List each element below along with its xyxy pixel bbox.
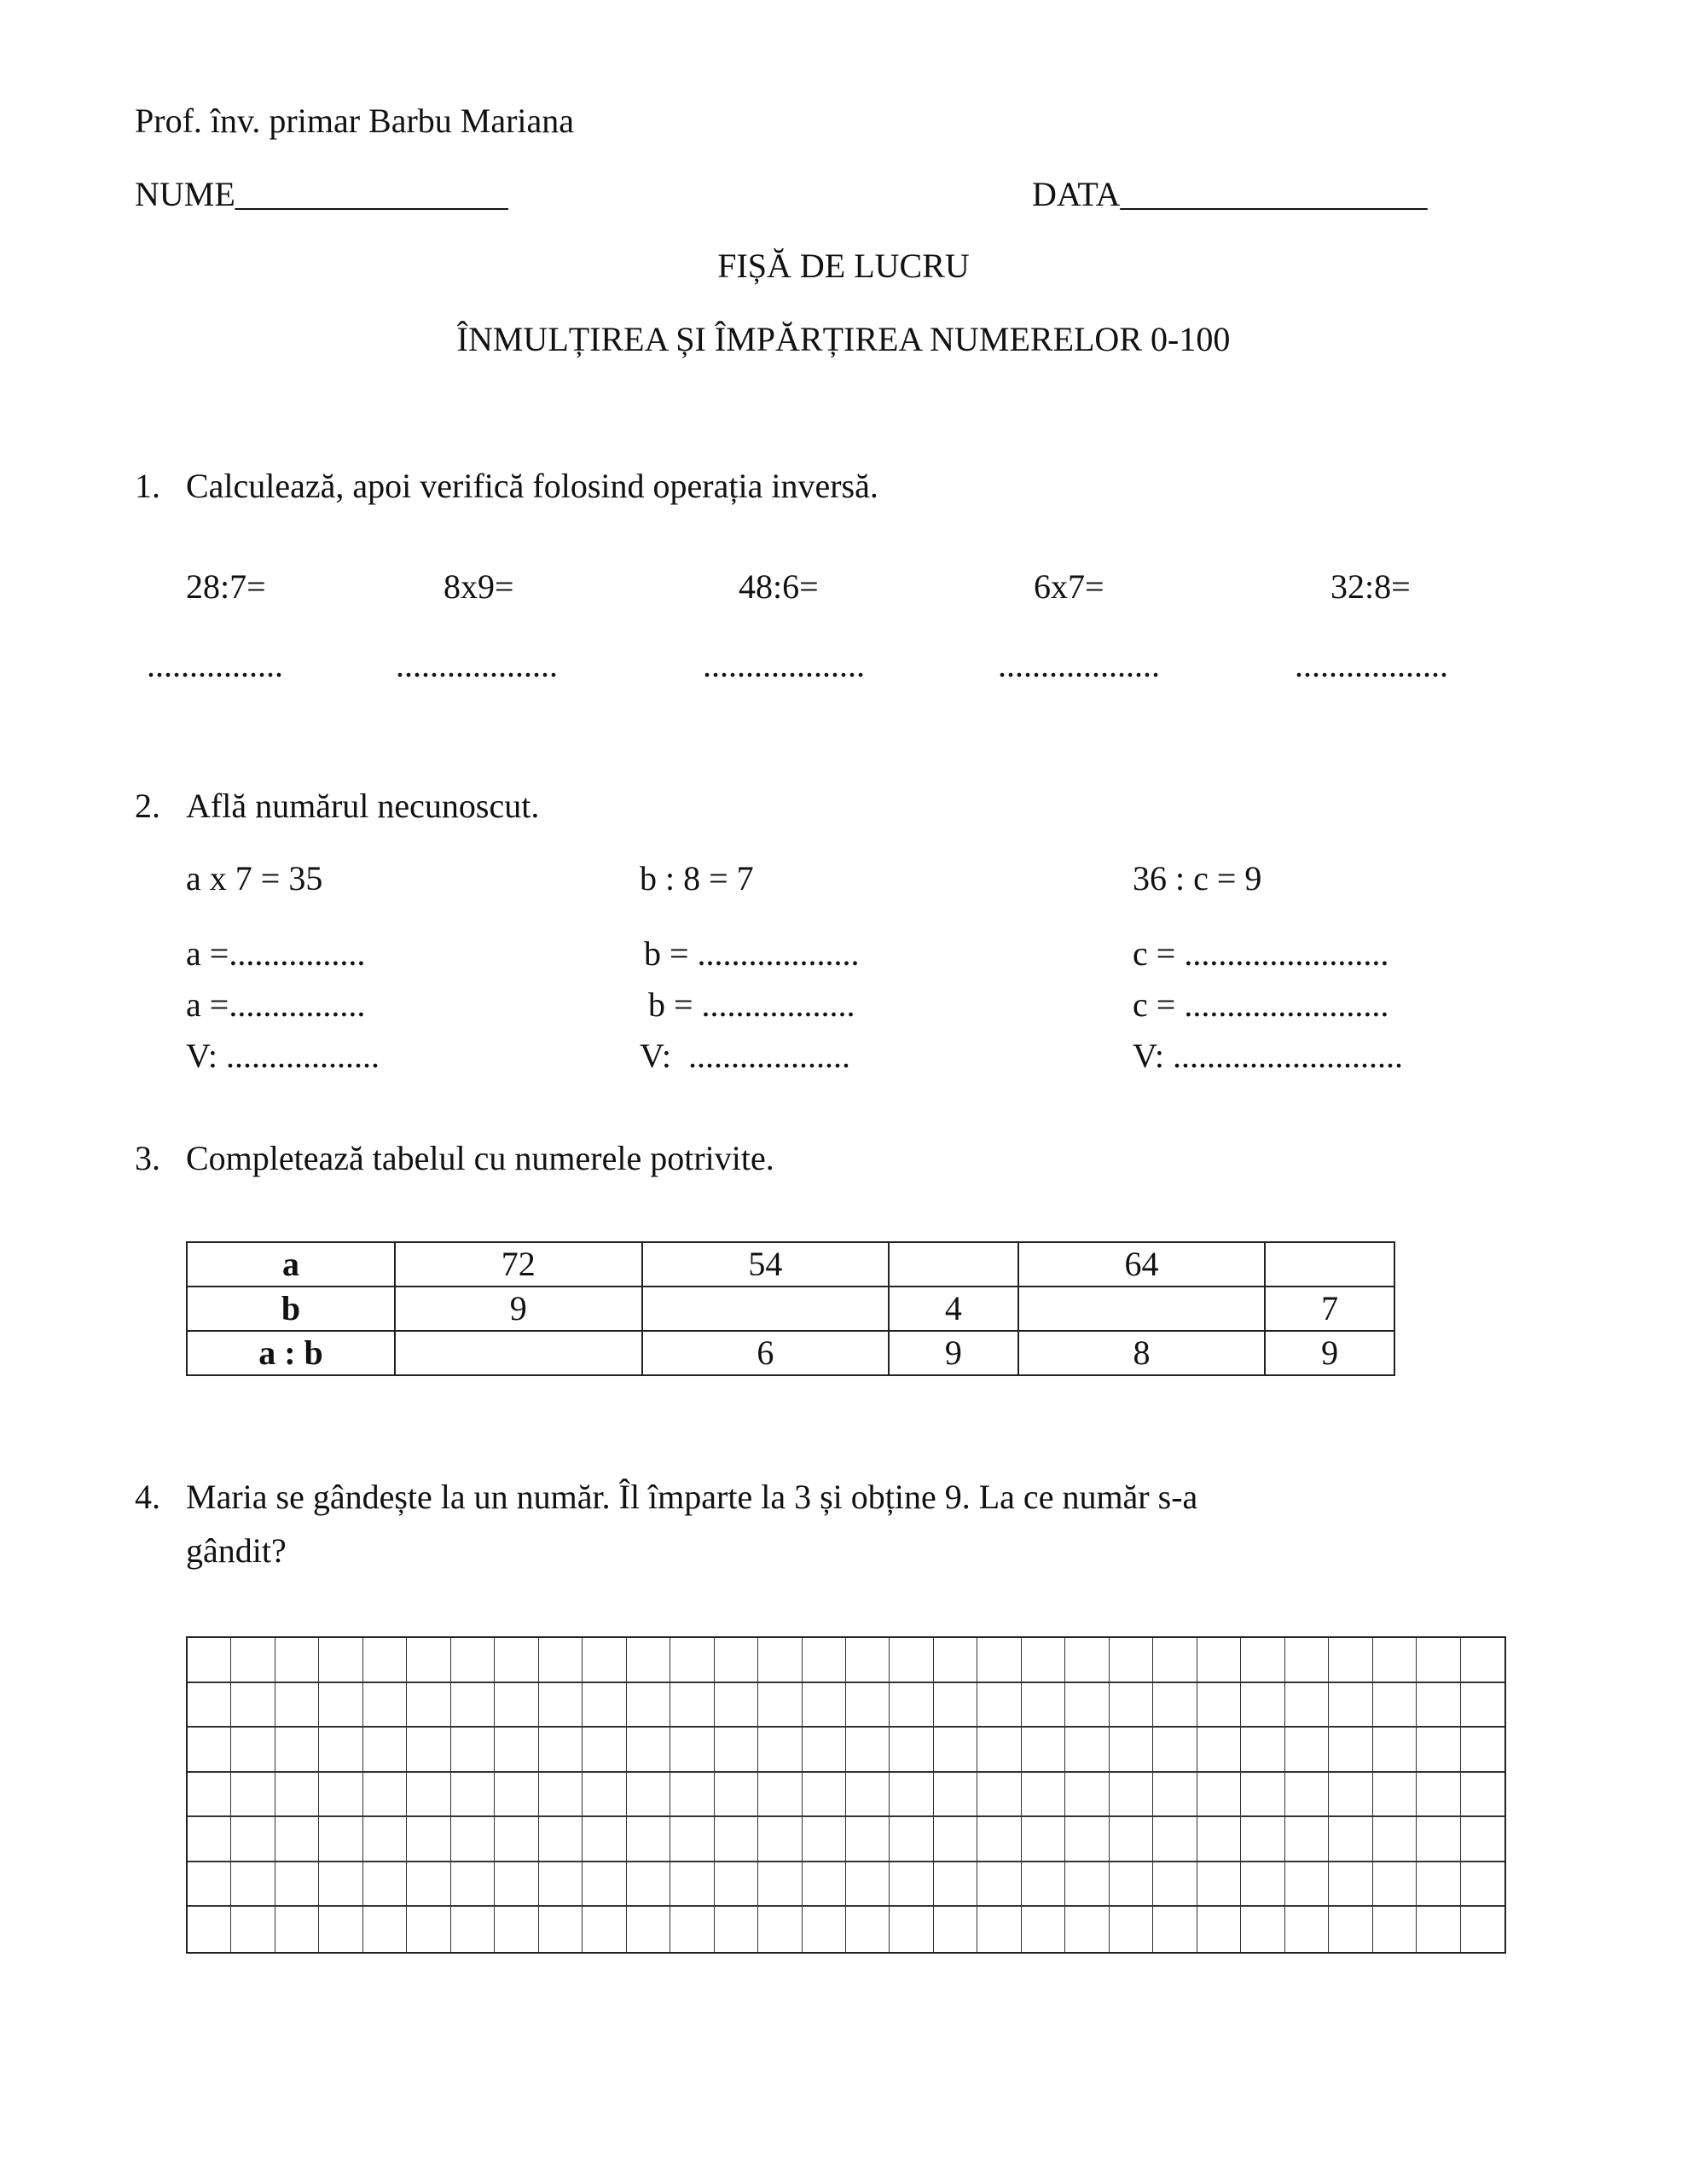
grid-cell[interactable] (1373, 1817, 1417, 1862)
table-row (187, 1287, 1394, 1331)
grid-cell[interactable] (451, 1907, 495, 1952)
ex2-equation: a x 7 = 35 (186, 859, 323, 897)
grid-cell[interactable] (846, 1862, 890, 1908)
grid-cell[interactable] (1153, 1728, 1197, 1773)
ex3-instruction: Completează tabelul cu numerele potrivite. (186, 1139, 774, 1177)
grid-cell[interactable] (803, 1862, 846, 1908)
grid-cell[interactable] (715, 1728, 758, 1773)
grid-cell[interactable] (1022, 1638, 1065, 1683)
table-cell[interactable]: 4 (889, 1287, 1018, 1331)
grid-cell[interactable] (758, 1638, 802, 1683)
row-header: a (187, 1242, 395, 1287)
grid-cell[interactable] (890, 1862, 933, 1908)
grid-cell[interactable] (319, 1683, 362, 1728)
grid-cell[interactable] (188, 1862, 231, 1908)
grid-cell[interactable] (803, 1773, 846, 1818)
grid-cell[interactable] (1417, 1862, 1460, 1908)
grid-cell[interactable] (1241, 1773, 1284, 1818)
ex2-answer[interactable]: a =................ (186, 934, 366, 973)
grid-cell[interactable] (495, 1907, 538, 1952)
grid-cell[interactable] (846, 1817, 890, 1862)
grid-cell[interactable] (1285, 1862, 1329, 1908)
grid-cell[interactable] (977, 1683, 1021, 1728)
grid-cell[interactable] (1153, 1862, 1197, 1908)
grid-cell[interactable] (1065, 1773, 1109, 1818)
grid-cell[interactable] (977, 1638, 1021, 1683)
grid-cell[interactable] (1285, 1683, 1329, 1728)
grid-cell[interactable] (715, 1773, 758, 1818)
ex1-item: 8x9= (443, 567, 514, 606)
grid-cell[interactable] (1461, 1683, 1504, 1728)
grid-cell[interactable] (934, 1817, 977, 1862)
page-subtitle: ÎNMULȚIREA ȘI ÎMPĂRȚIREA NUMERELOR 0-100 (456, 320, 1231, 358)
grid-cell[interactable] (188, 1638, 231, 1683)
grid-cell[interactable] (1065, 1638, 1109, 1683)
grid-cell[interactable] (583, 1862, 626, 1908)
grid-cell[interactable] (1329, 1728, 1372, 1773)
grid-cell[interactable] (1241, 1862, 1284, 1908)
grid-cell[interactable] (1065, 1683, 1109, 1728)
grid-cell[interactable] (1461, 1728, 1504, 1773)
grid-cell[interactable] (319, 1862, 362, 1908)
grid-cell[interactable] (670, 1817, 714, 1862)
table-cell[interactable]: 9 (1265, 1331, 1394, 1375)
grid-cell[interactable] (670, 1773, 714, 1818)
table-cell[interactable]: 54 (642, 1242, 890, 1287)
grid-cell[interactable] (1153, 1773, 1197, 1818)
grid-cell[interactable] (1417, 1683, 1460, 1728)
author-line: Prof. înv. primar Barbu Mariana (135, 102, 575, 140)
grid-cell[interactable] (363, 1773, 407, 1818)
grid-cell[interactable] (1373, 1907, 1417, 1952)
grid-cell[interactable] (275, 1773, 319, 1818)
grid-cell[interactable] (934, 1683, 977, 1728)
grid-cell[interactable] (627, 1862, 670, 1908)
grid-cell[interactable] (1022, 1907, 1065, 1952)
table-row (187, 1331, 1394, 1375)
ex2-verify[interactable]: V: ........................... (1133, 1037, 1404, 1075)
grid-cell[interactable] (758, 1817, 802, 1862)
ex2-answer[interactable]: b = .................. (648, 985, 855, 1024)
grid-cell[interactable] (758, 1728, 802, 1773)
grid-cell[interactable] (451, 1683, 495, 1728)
grid-cell[interactable] (451, 1773, 495, 1818)
grid-cell[interactable] (1329, 1683, 1372, 1728)
grid-cell[interactable] (407, 1862, 450, 1908)
grid-cell[interactable] (407, 1817, 450, 1862)
grid-cell[interactable] (1241, 1907, 1284, 1952)
grid-cell[interactable] (231, 1638, 275, 1683)
grid-cell[interactable] (890, 1907, 933, 1952)
grid-cell[interactable] (539, 1773, 583, 1818)
grid-cell[interactable] (846, 1907, 890, 1952)
grid-cell[interactable] (1022, 1817, 1065, 1862)
grid-cell[interactable] (1022, 1728, 1065, 1773)
grid-cell[interactable] (539, 1728, 583, 1773)
grid-cell[interactable] (627, 1728, 670, 1773)
ex2-equation: 36 : c = 9 (1133, 859, 1262, 897)
grid-cell[interactable] (1461, 1773, 1504, 1818)
grid-cell[interactable] (1241, 1638, 1284, 1683)
grid-cell[interactable] (627, 1907, 670, 1952)
grid-cell[interactable] (1461, 1638, 1504, 1683)
grid-cell[interactable] (934, 1907, 977, 1952)
ex2-instruction: Află numărul necunoscut. (186, 787, 540, 825)
grid-cell[interactable] (363, 1862, 407, 1908)
grid-cell[interactable] (1285, 1773, 1329, 1818)
grid-cell[interactable] (977, 1817, 1021, 1862)
grid-cell[interactable] (319, 1907, 362, 1952)
ex1-answer[interactable]: ................... (998, 646, 1160, 684)
grid-cell[interactable] (231, 1862, 275, 1908)
grid-cell[interactable] (495, 1862, 538, 1908)
grid-cell[interactable] (407, 1683, 450, 1728)
table-cell[interactable] (1265, 1242, 1394, 1287)
grid-cell[interactable] (1373, 1683, 1417, 1728)
grid-cell[interactable] (627, 1773, 670, 1818)
grid-cell[interactable] (1329, 1862, 1372, 1908)
grid-cell[interactable] (1461, 1907, 1504, 1952)
grid-cell[interactable] (1065, 1907, 1109, 1952)
grid-cell[interactable] (495, 1728, 538, 1773)
grid-cell[interactable] (363, 1638, 407, 1683)
grid-cell[interactable] (1110, 1728, 1153, 1773)
ex1-answer[interactable]: ................... (396, 646, 558, 684)
grid-cell[interactable] (583, 1907, 626, 1952)
grid-cell[interactable] (1417, 1728, 1460, 1773)
ex2-answer[interactable]: c = ........................ (1133, 934, 1389, 973)
grid-cell[interactable] (1153, 1817, 1197, 1862)
grid-cell[interactable] (977, 1728, 1021, 1773)
grid-cell[interactable] (1329, 1907, 1372, 1952)
grid-cell[interactable] (1110, 1907, 1153, 1952)
grid-cell[interactable] (670, 1728, 714, 1773)
grid-cell[interactable] (188, 1773, 231, 1818)
grid-cell[interactable] (188, 1817, 231, 1862)
grid-cell[interactable] (803, 1683, 846, 1728)
ex1-item: 48:6= (739, 567, 819, 606)
grid-cell[interactable] (407, 1728, 450, 1773)
ex1-answer[interactable]: .................. (1295, 646, 1448, 684)
grid-cell[interactable] (758, 1862, 802, 1908)
grid-cell[interactable] (1110, 1638, 1153, 1683)
grid-cell[interactable] (319, 1817, 362, 1862)
answer-grid[interactable] (186, 1636, 1506, 1954)
grid-cell[interactable] (1285, 1907, 1329, 1952)
grid-cell[interactable] (1285, 1728, 1329, 1773)
ex1-answer[interactable]: ................... (703, 646, 865, 684)
ex2-equation: b : 8 = 7 (640, 859, 754, 897)
table-cell[interactable]: 6 (642, 1331, 890, 1375)
grid-cell[interactable] (1417, 1817, 1460, 1862)
grid-cell[interactable] (803, 1728, 846, 1773)
grid-cell[interactable] (231, 1728, 275, 1773)
grid-cell[interactable] (934, 1773, 977, 1818)
grid-cell[interactable] (890, 1728, 933, 1773)
grid-cell[interactable] (803, 1817, 846, 1862)
ex2-answer[interactable]: a =................ (186, 985, 366, 1024)
page-title: FIȘĂ DE LUCRU (717, 247, 970, 285)
grid-cell[interactable] (803, 1907, 846, 1952)
grid-cell[interactable] (1197, 1817, 1241, 1862)
grid-cell[interactable] (1285, 1638, 1329, 1683)
grid-cell[interactable] (758, 1683, 802, 1728)
grid-cell[interactable] (407, 1638, 450, 1683)
table-cell[interactable] (1018, 1287, 1266, 1331)
table-cell[interactable]: 72 (395, 1242, 642, 1287)
grid-cell[interactable] (1197, 1683, 1241, 1728)
grid-cell[interactable] (1373, 1638, 1417, 1683)
ex1-number: 1. (135, 467, 160, 505)
grid-cell[interactable] (451, 1862, 495, 1908)
grid-cell[interactable] (231, 1817, 275, 1862)
grid-cell[interactable] (231, 1907, 275, 1952)
grid-cell[interactable] (715, 1683, 758, 1728)
ex2-answer[interactable]: c = ........................ (1133, 985, 1389, 1024)
grid-cell[interactable] (363, 1683, 407, 1728)
row-header: b (187, 1287, 395, 1331)
grid-cell[interactable] (231, 1683, 275, 1728)
grid-cell[interactable] (231, 1773, 275, 1818)
grid-cell[interactable] (1329, 1638, 1372, 1683)
grid-cell[interactable] (1110, 1862, 1153, 1908)
grid-cell[interactable] (583, 1683, 626, 1728)
grid-cell[interactable] (495, 1683, 538, 1728)
ex4-text: gândit? (186, 1531, 287, 1570)
grid-cell[interactable] (363, 1817, 407, 1862)
grid-cell[interactable] (1329, 1817, 1372, 1862)
ex1-instruction: Calculează, apoi verifică folosind operația inversă. (186, 467, 878, 505)
grid-cell[interactable] (758, 1907, 802, 1952)
grid-cell[interactable] (715, 1907, 758, 1952)
grid-cell[interactable] (670, 1683, 714, 1728)
table-cell[interactable]: 7 (1265, 1287, 1394, 1331)
grid-cell[interactable] (1065, 1728, 1109, 1773)
grid-cell[interactable] (539, 1638, 583, 1683)
name-field[interactable]: NUME________________ (135, 175, 508, 213)
grid-cell[interactable] (1329, 1773, 1372, 1818)
grid-cell[interactable] (495, 1773, 538, 1818)
grid-cell[interactable] (1022, 1683, 1065, 1728)
grid-cell[interactable] (1065, 1817, 1109, 1862)
grid-cell[interactable] (846, 1728, 890, 1773)
grid-cell[interactable] (1153, 1907, 1197, 1952)
grid-cell[interactable] (890, 1773, 933, 1818)
grid-cell[interactable] (1110, 1773, 1153, 1818)
grid-cell[interactable] (583, 1728, 626, 1773)
grid-cell[interactable] (319, 1728, 362, 1773)
grid-cell[interactable] (934, 1728, 977, 1773)
ex2-number: 2. (135, 787, 160, 825)
grid-cell[interactable] (803, 1638, 846, 1683)
grid-cell[interactable] (1241, 1728, 1284, 1773)
ex2-verify[interactable]: V: .................. (186, 1037, 380, 1075)
grid-cell[interactable] (583, 1638, 626, 1683)
grid-cell[interactable] (1153, 1638, 1197, 1683)
grid-cell[interactable] (977, 1773, 1021, 1818)
grid-cell[interactable] (188, 1728, 231, 1773)
grid-cell[interactable] (275, 1638, 319, 1683)
grid-cell[interactable] (1241, 1817, 1284, 1862)
grid-cell[interactable] (1197, 1907, 1241, 1952)
grid-cell[interactable] (627, 1817, 670, 1862)
grid-cell[interactable] (363, 1728, 407, 1773)
grid-cell[interactable] (1417, 1773, 1460, 1818)
grid-cell[interactable] (539, 1862, 583, 1908)
grid-cell[interactable] (846, 1683, 890, 1728)
ex3-table (186, 1241, 1395, 1376)
grid-cell[interactable] (495, 1817, 538, 1862)
grid-cell[interactable] (539, 1683, 583, 1728)
grid-cell[interactable] (1285, 1817, 1329, 1862)
grid-cell[interactable] (275, 1907, 319, 1952)
grid-cell[interactable] (627, 1683, 670, 1728)
grid-cell[interactable] (977, 1907, 1021, 1952)
grid-cell[interactable] (1417, 1907, 1460, 1952)
table-cell[interactable] (642, 1287, 890, 1331)
grid-cell[interactable] (715, 1817, 758, 1862)
table-cell[interactable] (889, 1242, 1018, 1287)
grid-cell[interactable] (407, 1907, 450, 1952)
ex2-verify[interactable]: V: ................... (640, 1037, 851, 1075)
ex4-number: 4. (135, 1478, 160, 1516)
grid-cell[interactable] (670, 1907, 714, 1952)
grid-cell[interactable] (539, 1907, 583, 1952)
grid-cell[interactable] (1373, 1773, 1417, 1818)
grid-cell[interactable] (758, 1773, 802, 1818)
grid-cell[interactable] (1461, 1817, 1504, 1862)
grid-cell[interactable] (275, 1728, 319, 1773)
row-header: a : b (187, 1331, 395, 1375)
grid-cell[interactable] (670, 1638, 714, 1683)
grid-cell[interactable] (934, 1638, 977, 1683)
grid-cell[interactable] (846, 1773, 890, 1818)
grid-cell[interactable] (1417, 1638, 1460, 1683)
grid-cell[interactable] (188, 1907, 231, 1952)
grid-cell[interactable] (539, 1817, 583, 1862)
grid-cell[interactable] (407, 1773, 450, 1818)
grid-cell[interactable] (1197, 1638, 1241, 1683)
ex4-text: Maria se gândește la un număr. Îl împarte la 3 și obține 9. La ce număr s-a (186, 1478, 1198, 1516)
grid-cell[interactable] (1065, 1862, 1109, 1908)
grid-cell[interactable] (451, 1728, 495, 1773)
grid-cell[interactable] (319, 1773, 362, 1818)
ex1-answer[interactable]: ................ (147, 646, 283, 684)
table-cell[interactable]: 9 (395, 1287, 642, 1331)
grid-cell[interactable] (275, 1817, 319, 1862)
grid-cell[interactable] (715, 1862, 758, 1908)
grid-cell[interactable] (1197, 1728, 1241, 1773)
table-row (187, 1242, 1394, 1287)
grid-cell[interactable] (1022, 1862, 1065, 1908)
grid-cell[interactable] (451, 1817, 495, 1862)
grid-cell[interactable] (495, 1638, 538, 1683)
ex1-item: 32:8= (1330, 567, 1411, 606)
grid-cell[interactable] (319, 1638, 362, 1683)
grid-cell[interactable] (1022, 1773, 1065, 1818)
grid-cell[interactable] (363, 1907, 407, 1952)
grid-cell[interactable] (1110, 1683, 1153, 1728)
grid-cell[interactable] (583, 1773, 626, 1818)
ex3-number: 3. (135, 1139, 160, 1177)
grid-cell[interactable] (977, 1862, 1021, 1908)
table-cell[interactable]: 9 (889, 1331, 1018, 1375)
table-cell[interactable]: 64 (1018, 1242, 1266, 1287)
grid-cell[interactable] (1153, 1683, 1197, 1728)
grid-cell[interactable] (1241, 1683, 1284, 1728)
grid-cell[interactable] (275, 1683, 319, 1728)
table-cell[interactable]: 8 (1018, 1331, 1266, 1375)
grid-cell[interactable] (627, 1638, 670, 1683)
grid-cell[interactable] (1197, 1862, 1241, 1908)
grid-cell[interactable] (1110, 1817, 1153, 1862)
grid-cell[interactable] (451, 1638, 495, 1683)
grid-cell[interactable] (583, 1817, 626, 1862)
grid-cell[interactable] (188, 1683, 231, 1728)
grid-cell[interactable] (846, 1638, 890, 1683)
ex1-item: 6x7= (1034, 567, 1104, 606)
grid-cell[interactable] (890, 1817, 933, 1862)
grid-cell[interactable] (1373, 1862, 1417, 1908)
ex2-answer[interactable]: b = ................... (644, 934, 860, 973)
grid-cell[interactable] (934, 1862, 977, 1908)
grid-cell[interactable] (1197, 1773, 1241, 1818)
grid-cell[interactable] (890, 1683, 933, 1728)
ex1-item: 28:7= (186, 567, 266, 606)
grid-cell[interactable] (1461, 1862, 1504, 1908)
grid-cell[interactable] (275, 1862, 319, 1908)
grid-cell[interactable] (715, 1638, 758, 1683)
table-cell[interactable] (395, 1331, 642, 1375)
grid-cell[interactable] (890, 1638, 933, 1683)
date-field[interactable]: DATA__________________ (1032, 175, 1428, 213)
grid-cell[interactable] (670, 1862, 714, 1908)
grid-cell[interactable] (1373, 1728, 1417, 1773)
